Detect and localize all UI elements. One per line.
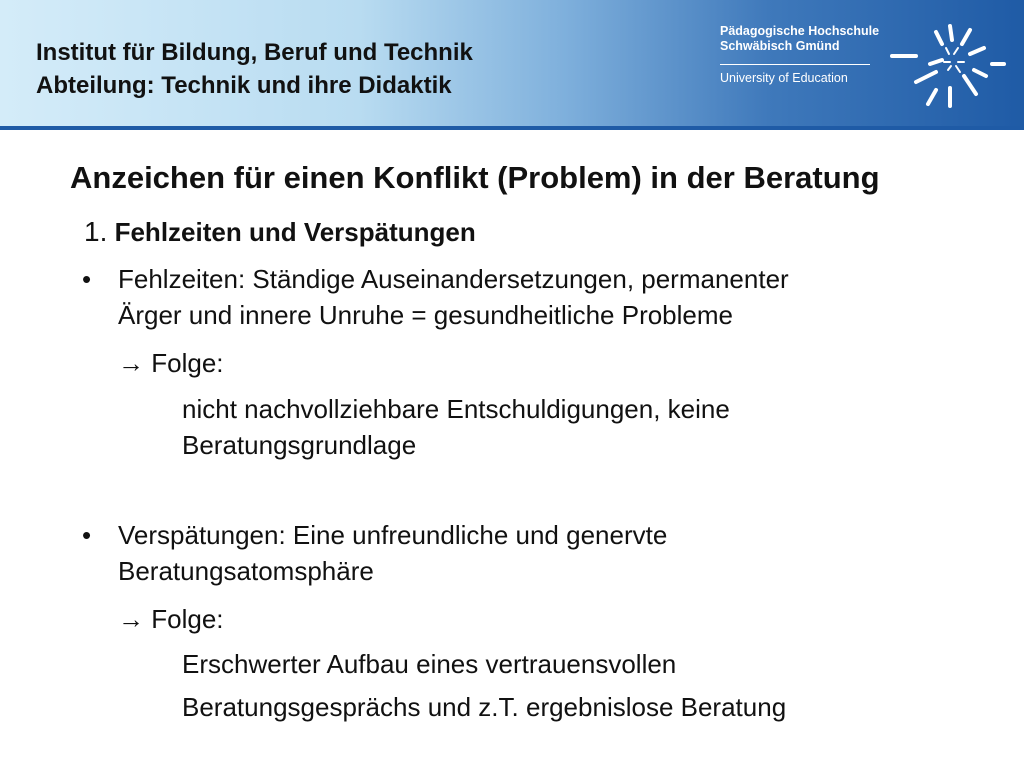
header-divider [0,126,1024,130]
bullet-2-line2: Beratungsatomsphäre [118,556,374,586]
bullet-marker: • [82,264,92,294]
consequence-2-line1: Erschwerter Aufbau eines vertrauensvollen [182,649,677,679]
university-name-english: University of Education [720,71,848,85]
department-name: Abteilung: Technik und ihre Didaktik [36,72,452,99]
university-block [720,24,879,86]
university-rule [720,64,870,65]
university-logo-icon [888,18,1010,114]
slide-title: Anzeichen für einen Konflikt (Problem) in der Beratung [70,160,880,195]
bullet-marker: • [82,520,92,550]
bullet-1-line2: Ärger und innere Unruhe = gesundheitliche Probleme [118,300,733,330]
section-heading [84,216,476,248]
institute-block [36,36,473,102]
university-name-line2: Schwäbisch Gmünd [720,39,840,53]
bullet-1-line1: Fehlzeiten: Ständige Auseinandersetzungen, permanenter [118,264,789,294]
consequence-2 [118,601,224,637]
university-name-line1: Pädagogische Hochschule [720,24,880,38]
consequence-2-line2: Beratungsgesprächs und z.T. ergebnislose Beratung [182,692,787,722]
bullet-2-line1: Verspätungen: Eine unfreundliche und genervte [118,520,668,550]
consequence-1-line1: nicht nachvollziehbare Entschuldigungen, keine [182,394,730,424]
arrow-right-icon: → [118,348,144,378]
consequence-1-label: Folge: [151,348,224,378]
section-title: Fehlzeiten und Verspätungen [114,217,476,247]
consequence-2-label: Folge: [151,604,224,634]
arrow-right-icon: → [118,604,144,634]
consequence-1 [118,345,224,381]
institute-name: Institut für Bildung, Beruf und Technik [36,39,473,66]
consequence-1-line2: Beratungsgrundlage [182,430,417,460]
section-number: 1. [84,216,108,247]
